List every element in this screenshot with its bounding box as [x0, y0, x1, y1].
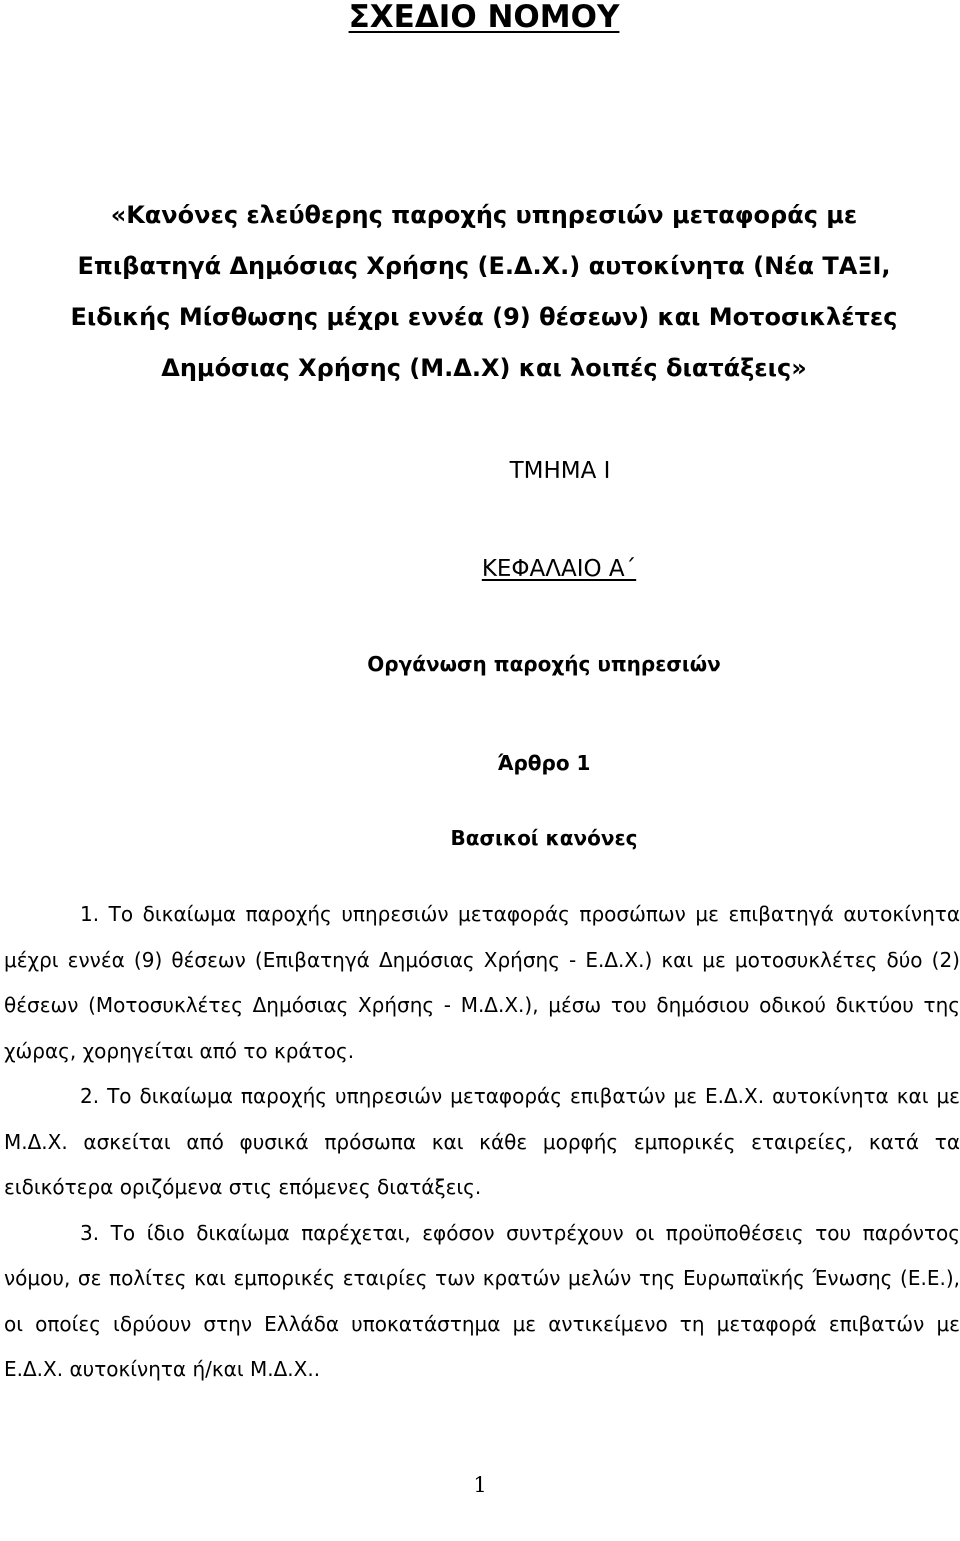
page-number: 1: [473, 1473, 487, 1497]
paragraph-1: 1. Το δικαίωμα παροχής υπηρεσιών μεταφοράς προσώπων με επιβατηγά αυτοκίνητα μέχρι εννέα (9) θέσεων (Επιβατηγά Δημόσιας Χρήσης - Ε.Δ.Χ.) και με μοτοσυκλέτες δύο (2) θέσεων (Μοτοσυκλέτες Δημόσιας Χρήσης - Μ.Δ.Χ.), μέσω του δημόσιου οδικού δικτύου της χώρας, χορηγείται από το κράτος.: [4, 902, 960, 1063]
article-number: Άρθρο 1: [497, 751, 591, 775]
chapter-subtitle: Οργάνωση παροχής υπηρεσιών: [367, 652, 721, 676]
law-title: [0, 190, 960, 394]
law-title-line: «Κανόνες ελεύθερης παροχής υπηρεσιών μεταφοράς με: [110, 201, 858, 229]
law-title-line: Δημόσιας Χρήσης (Μ.Δ.Χ) και λοιπές διατάξεις»: [161, 354, 807, 382]
law-title-line: Ειδικής Μίσθωσης μέχρι εννέα (9) θέσεων) και Μοτοσικλέτες: [70, 303, 898, 331]
article-title: Βασικοί κανόνες: [450, 826, 638, 850]
paragraph-3: 3. Το ίδιο δικαίωμα παρέχεται, εφόσον συντρέχουν οι προϋποθέσεις του παρόντος νόμου, σε πολίτες και εμπορικές εταιρίες των κρατών μελών της Ευρωπαϊκής Ένωσης (Ε.Ε.), οι οποίες ιδρύουν στην Ελλάδα υποκατάστημα με αντικείμενο τη μεταφορά επιβατών με Ε.Δ.Χ. αυτοκίνητα ή/και Μ.Δ.Χ..: [4, 1220, 960, 1381]
section-heading: ΤΜΗΜΑ Ι: [509, 458, 611, 484]
law-title-line: Επιβατηγά Δημόσιας Χρήσης (Ε.Δ.Χ.) αυτοκίνητα (Νέα ΤΑΞΙ,: [77, 252, 891, 280]
article-body: [4, 892, 960, 1393]
document-title: ΣΧΕΔΙΟ ΝΟΜΟΥ: [348, 0, 620, 35]
chapter-heading: ΚΕΦΑΛΑΙΟ Α΄: [481, 556, 637, 582]
paragraph-2: 2. Το δικαίωμα παροχής υπηρεσιών μεταφοράς επιβατών με Ε.Δ.Χ. αυτοκίνητα και με Μ.Δ.Χ. ασκείται από φυσικά πρόσωπα και κάθε μορφής εμπορικές εταιρείες, κατά τα ειδικότερα οριζόμενα στις επόμενες διατάξεις.: [4, 1084, 960, 1199]
